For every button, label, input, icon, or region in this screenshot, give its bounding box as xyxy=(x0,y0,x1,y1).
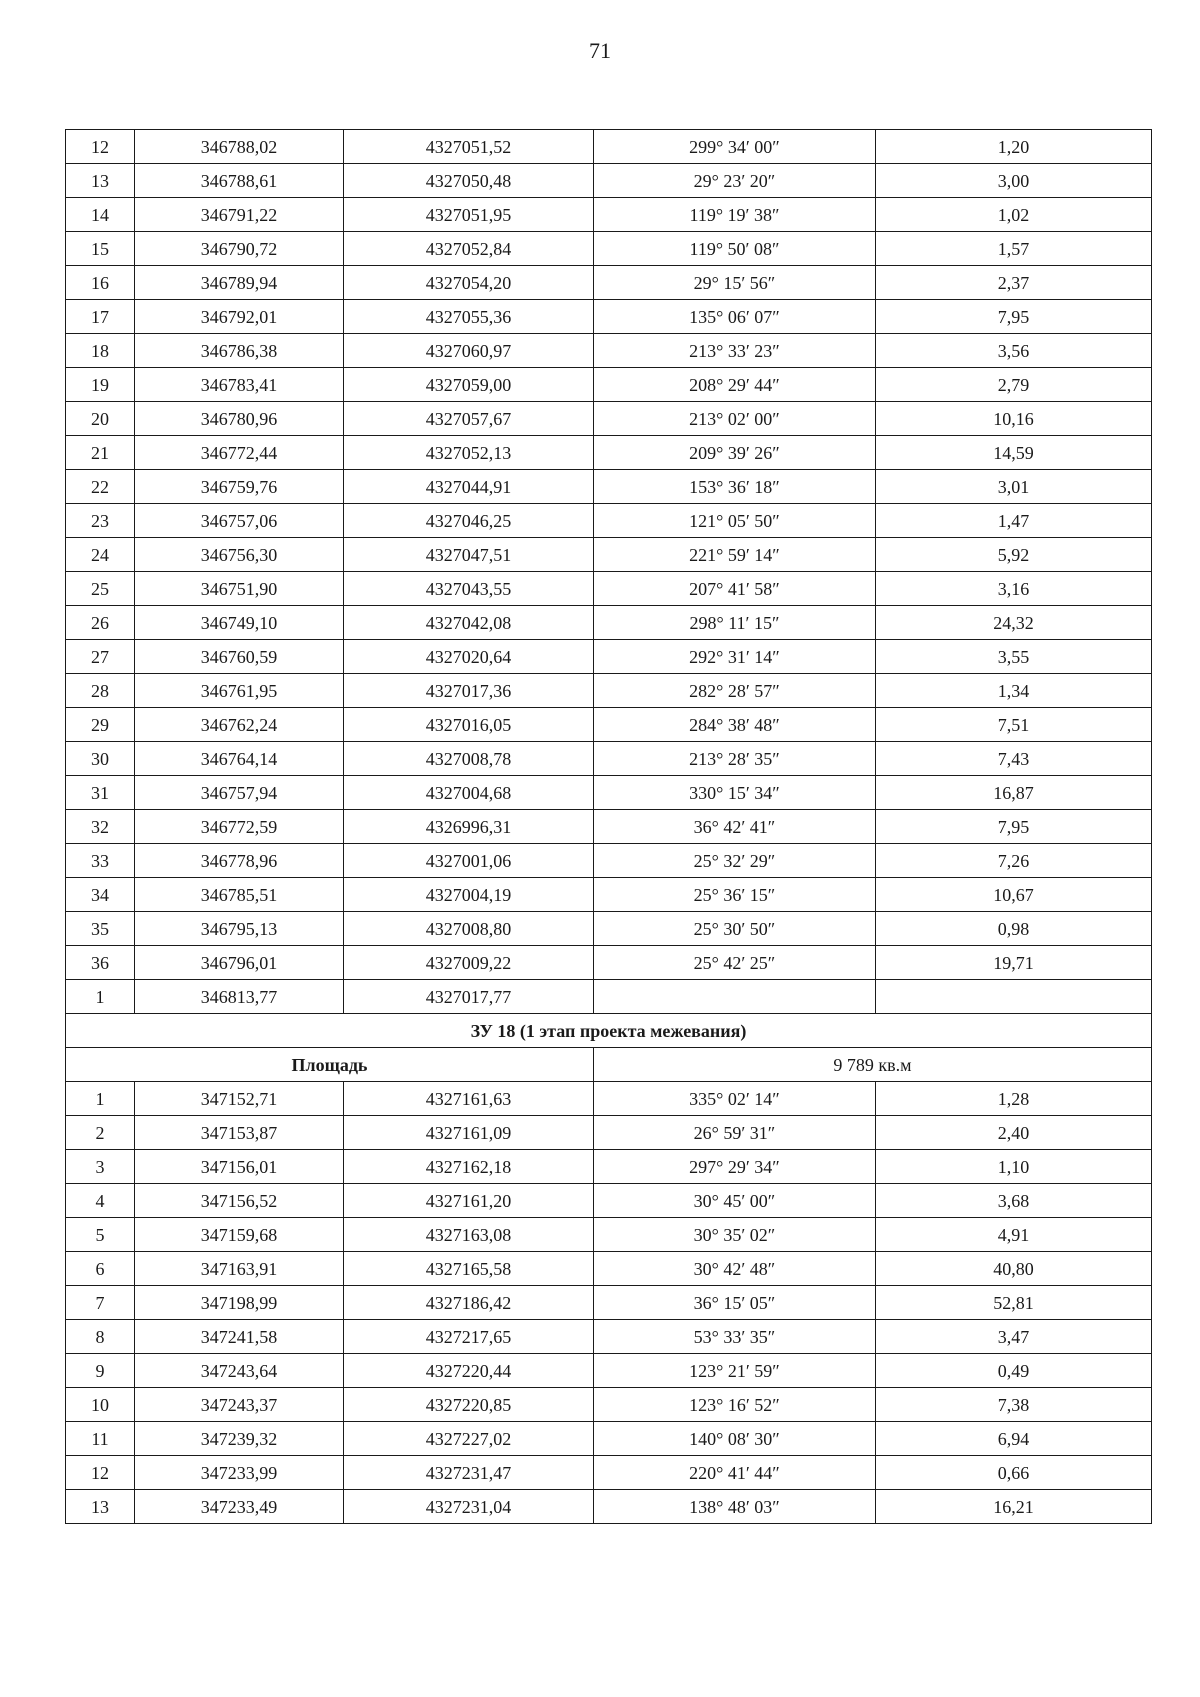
table-row xyxy=(66,810,1152,844)
distance-cell: 7,38 xyxy=(876,1388,1152,1422)
table-row xyxy=(66,266,1152,300)
direction-angle-cell xyxy=(594,980,876,1014)
table-row xyxy=(66,1150,1152,1184)
table-row xyxy=(66,300,1152,334)
y-coordinate-cell: 4327004,19 xyxy=(344,878,594,912)
x-coordinate-cell: 346757,94 xyxy=(135,776,344,810)
x-coordinate-cell: 346772,59 xyxy=(135,810,344,844)
point-number-cell: 26 xyxy=(66,606,135,640)
y-coordinate-cell: 4327060,97 xyxy=(344,334,594,368)
x-coordinate-cell: 346791,22 xyxy=(135,198,344,232)
area-row xyxy=(66,1048,1152,1082)
x-coordinate-cell: 347233,99 xyxy=(135,1456,344,1490)
direction-angle-cell: 123° 16′ 52″ xyxy=(594,1388,876,1422)
table-row xyxy=(66,912,1152,946)
table-row xyxy=(66,980,1152,1014)
table-row xyxy=(66,368,1152,402)
direction-angle-cell: 140° 08′ 30″ xyxy=(594,1422,876,1456)
distance-cell: 3,00 xyxy=(876,164,1152,198)
y-coordinate-cell: 4327186,42 xyxy=(344,1286,594,1320)
point-number-cell: 36 xyxy=(66,946,135,980)
direction-angle-cell: 36° 15′ 05″ xyxy=(594,1286,876,1320)
table-row xyxy=(66,844,1152,878)
point-number-cell: 3 xyxy=(66,1150,135,1184)
point-number-cell: 2 xyxy=(66,1116,135,1150)
y-coordinate-cell: 4327042,08 xyxy=(344,606,594,640)
distance-cell: 3,55 xyxy=(876,640,1152,674)
x-coordinate-cell: 346756,30 xyxy=(135,538,344,572)
y-coordinate-cell: 4326996,31 xyxy=(344,810,594,844)
point-number-cell: 15 xyxy=(66,232,135,266)
point-number-cell: 12 xyxy=(66,1456,135,1490)
x-coordinate-cell: 347241,58 xyxy=(135,1320,344,1354)
x-coordinate-cell: 347163,91 xyxy=(135,1252,344,1286)
table-row xyxy=(66,674,1152,708)
direction-angle-cell: 221° 59′ 14″ xyxy=(594,538,876,572)
x-coordinate-cell: 346772,44 xyxy=(135,436,344,470)
distance-cell: 1,20 xyxy=(876,130,1152,164)
point-number-cell: 20 xyxy=(66,402,135,436)
y-coordinate-cell: 4327020,64 xyxy=(344,640,594,674)
direction-angle-cell: 25° 30′ 50″ xyxy=(594,912,876,946)
table-row xyxy=(66,436,1152,470)
table-row xyxy=(66,1218,1152,1252)
direction-angle-cell: 138° 48′ 03″ xyxy=(594,1490,876,1524)
distance-cell: 1,57 xyxy=(876,232,1152,266)
direction-angle-cell: 36° 42′ 41″ xyxy=(594,810,876,844)
y-coordinate-cell: 4327054,20 xyxy=(344,266,594,300)
x-coordinate-cell: 346788,61 xyxy=(135,164,344,198)
x-coordinate-cell: 347243,37 xyxy=(135,1388,344,1422)
table-row xyxy=(66,1320,1152,1354)
point-number-cell: 18 xyxy=(66,334,135,368)
direction-angle-cell: 209° 39′ 26″ xyxy=(594,436,876,470)
table-row xyxy=(66,878,1152,912)
y-coordinate-cell: 4327217,65 xyxy=(344,1320,594,1354)
table-row xyxy=(66,606,1152,640)
table-row xyxy=(66,1490,1152,1524)
y-coordinate-cell: 4327051,95 xyxy=(344,198,594,232)
x-coordinate-cell: 346813,77 xyxy=(135,980,344,1014)
x-coordinate-cell: 346751,90 xyxy=(135,572,344,606)
point-number-cell: 16 xyxy=(66,266,135,300)
x-coordinate-cell: 346764,14 xyxy=(135,742,344,776)
point-number-cell: 17 xyxy=(66,300,135,334)
distance-cell: 1,34 xyxy=(876,674,1152,708)
distance-cell: 7,95 xyxy=(876,300,1152,334)
table-row xyxy=(66,572,1152,606)
distance-cell: 7,26 xyxy=(876,844,1152,878)
y-coordinate-cell: 4327051,52 xyxy=(344,130,594,164)
y-coordinate-cell: 4327163,08 xyxy=(344,1218,594,1252)
y-coordinate-cell: 4327044,91 xyxy=(344,470,594,504)
y-coordinate-cell: 4327016,05 xyxy=(344,708,594,742)
direction-angle-cell: 207° 41′ 58″ xyxy=(594,572,876,606)
x-coordinate-cell: 346790,72 xyxy=(135,232,344,266)
distance-cell: 0,66 xyxy=(876,1456,1152,1490)
table-row xyxy=(66,164,1152,198)
direction-angle-cell: 123° 21′ 59″ xyxy=(594,1354,876,1388)
distance-cell: 2,37 xyxy=(876,266,1152,300)
direction-angle-cell: 30° 42′ 48″ xyxy=(594,1252,876,1286)
direction-angle-cell: 29° 23′ 20″ xyxy=(594,164,876,198)
table-row xyxy=(66,708,1152,742)
distance-cell: 6,94 xyxy=(876,1422,1152,1456)
table-row xyxy=(66,334,1152,368)
point-number-cell: 11 xyxy=(66,1422,135,1456)
point-number-cell: 10 xyxy=(66,1388,135,1422)
y-coordinate-cell: 4327047,51 xyxy=(344,538,594,572)
section-header xyxy=(66,1014,1152,1082)
table-row xyxy=(66,1286,1152,1320)
distance-cell: 52,81 xyxy=(876,1286,1152,1320)
point-number-cell: 5 xyxy=(66,1218,135,1252)
direction-angle-cell: 25° 32′ 29″ xyxy=(594,844,876,878)
x-coordinate-cell: 346788,02 xyxy=(135,130,344,164)
y-coordinate-cell: 4327052,13 xyxy=(344,436,594,470)
distance-cell: 16,87 xyxy=(876,776,1152,810)
point-number-cell: 28 xyxy=(66,674,135,708)
point-number-cell: 34 xyxy=(66,878,135,912)
table-row xyxy=(66,1252,1152,1286)
distance-cell: 14,59 xyxy=(876,436,1152,470)
x-coordinate-cell: 347156,52 xyxy=(135,1184,344,1218)
y-coordinate-cell: 4327057,67 xyxy=(344,402,594,436)
point-number-cell: 9 xyxy=(66,1354,135,1388)
direction-angle-cell: 213° 33′ 23″ xyxy=(594,334,876,368)
distance-cell: 24,32 xyxy=(876,606,1152,640)
direction-angle-cell: 213° 28′ 35″ xyxy=(594,742,876,776)
point-number-cell: 35 xyxy=(66,912,135,946)
y-coordinate-cell: 4327220,85 xyxy=(344,1388,594,1422)
direction-angle-cell: 121° 05′ 50″ xyxy=(594,504,876,538)
table-row xyxy=(66,1082,1152,1116)
page-number: 71 xyxy=(589,38,611,63)
distance-cell: 10,67 xyxy=(876,878,1152,912)
direction-angle-cell: 284° 38′ 48″ xyxy=(594,708,876,742)
x-coordinate-cell: 346762,24 xyxy=(135,708,344,742)
point-number-cell: 25 xyxy=(66,572,135,606)
direction-angle-cell: 330° 15′ 34″ xyxy=(594,776,876,810)
direction-angle-cell: 135° 06′ 07″ xyxy=(594,300,876,334)
point-number-cell: 31 xyxy=(66,776,135,810)
distance-cell: 3,56 xyxy=(876,334,1152,368)
x-coordinate-cell: 347243,64 xyxy=(135,1354,344,1388)
point-number-cell: 29 xyxy=(66,708,135,742)
direction-angle-cell: 26° 59′ 31″ xyxy=(594,1116,876,1150)
distance-cell: 1,47 xyxy=(876,504,1152,538)
table-row xyxy=(66,1388,1152,1422)
distance-cell: 0,49 xyxy=(876,1354,1152,1388)
distance-cell: 10,16 xyxy=(876,402,1152,436)
table-row xyxy=(66,232,1152,266)
point-number-cell: 27 xyxy=(66,640,135,674)
coordinates-rows-ZU-18 xyxy=(66,1082,1152,1524)
direction-angle-cell: 299° 34′ 00″ xyxy=(594,130,876,164)
direction-angle-cell: 30° 45′ 00″ xyxy=(594,1184,876,1218)
x-coordinate-cell: 346778,96 xyxy=(135,844,344,878)
y-coordinate-cell: 4327161,63 xyxy=(344,1082,594,1116)
x-coordinate-cell: 346796,01 xyxy=(135,946,344,980)
point-number-cell: 13 xyxy=(66,1490,135,1524)
direction-angle-cell: 292° 31′ 14″ xyxy=(594,640,876,674)
direction-angle-cell: 30° 35′ 02″ xyxy=(594,1218,876,1252)
table-row xyxy=(66,470,1152,504)
area-value: 9 789 кв.м xyxy=(594,1048,1152,1082)
x-coordinate-cell: 346785,51 xyxy=(135,878,344,912)
table-row xyxy=(66,1354,1152,1388)
point-number-cell: 30 xyxy=(66,742,135,776)
y-coordinate-cell: 4327220,44 xyxy=(344,1354,594,1388)
table-row xyxy=(66,1116,1152,1150)
x-coordinate-cell: 346757,06 xyxy=(135,504,344,538)
y-coordinate-cell: 4327231,04 xyxy=(344,1490,594,1524)
distance-cell: 2,40 xyxy=(876,1116,1152,1150)
y-coordinate-cell: 4327162,18 xyxy=(344,1150,594,1184)
distance-cell: 0,98 xyxy=(876,912,1152,946)
direction-angle-cell: 297° 29′ 34″ xyxy=(594,1150,876,1184)
direction-angle-cell: 220° 41′ 44″ xyxy=(594,1456,876,1490)
coordinates-rows-ZU-previous xyxy=(66,130,1152,1014)
table-row xyxy=(66,402,1152,436)
x-coordinate-cell: 347198,99 xyxy=(135,1286,344,1320)
x-coordinate-cell: 346783,41 xyxy=(135,368,344,402)
direction-angle-cell: 213° 02′ 00″ xyxy=(594,402,876,436)
x-coordinate-cell: 346792,01 xyxy=(135,300,344,334)
distance-cell: 7,95 xyxy=(876,810,1152,844)
table-row xyxy=(66,130,1152,164)
x-coordinate-cell: 346795,13 xyxy=(135,912,344,946)
y-coordinate-cell: 4327161,09 xyxy=(344,1116,594,1150)
y-coordinate-cell: 4327227,02 xyxy=(344,1422,594,1456)
direction-angle-cell: 119° 50′ 08″ xyxy=(594,232,876,266)
table-row xyxy=(66,1456,1152,1490)
point-number-cell: 12 xyxy=(66,130,135,164)
point-number-cell: 6 xyxy=(66,1252,135,1286)
y-coordinate-cell: 4327001,06 xyxy=(344,844,594,878)
y-coordinate-cell: 4327052,84 xyxy=(344,232,594,266)
direction-angle-cell: 282° 28′ 57″ xyxy=(594,674,876,708)
point-number-cell: 1 xyxy=(66,980,135,1014)
y-coordinate-cell: 4327043,55 xyxy=(344,572,594,606)
point-number-cell: 24 xyxy=(66,538,135,572)
y-coordinate-cell: 4327165,58 xyxy=(344,1252,594,1286)
coordinates-table xyxy=(65,129,1152,1524)
section-title: ЗУ 18 (1 этап проекта межевания) xyxy=(66,1014,1152,1048)
distance-cell: 19,71 xyxy=(876,946,1152,980)
y-coordinate-cell: 4327004,68 xyxy=(344,776,594,810)
x-coordinate-cell: 347153,87 xyxy=(135,1116,344,1150)
distance-cell xyxy=(876,980,1152,1014)
table-row xyxy=(66,198,1152,232)
table-row xyxy=(66,504,1152,538)
table-row xyxy=(66,946,1152,980)
point-number-cell: 7 xyxy=(66,1286,135,1320)
table-row xyxy=(66,742,1152,776)
x-coordinate-cell: 347233,49 xyxy=(135,1490,344,1524)
distance-cell: 3,47 xyxy=(876,1320,1152,1354)
direction-angle-cell: 25° 36′ 15″ xyxy=(594,878,876,912)
distance-cell: 3,01 xyxy=(876,470,1152,504)
table-row xyxy=(66,640,1152,674)
distance-cell: 16,21 xyxy=(876,1490,1152,1524)
distance-cell: 3,16 xyxy=(876,572,1152,606)
distance-cell: 1,10 xyxy=(876,1150,1152,1184)
x-coordinate-cell: 347156,01 xyxy=(135,1150,344,1184)
point-number-cell: 32 xyxy=(66,810,135,844)
table-row xyxy=(66,1422,1152,1456)
area-label: Площадь xyxy=(66,1048,594,1082)
x-coordinate-cell: 346760,59 xyxy=(135,640,344,674)
distance-cell: 40,80 xyxy=(876,1252,1152,1286)
direction-angle-cell: 153° 36′ 18″ xyxy=(594,470,876,504)
direction-angle-cell: 335° 02′ 14″ xyxy=(594,1082,876,1116)
x-coordinate-cell: 346761,95 xyxy=(135,674,344,708)
y-coordinate-cell: 4327059,00 xyxy=(344,368,594,402)
x-coordinate-cell: 346786,38 xyxy=(135,334,344,368)
distance-cell: 1,28 xyxy=(876,1082,1152,1116)
y-coordinate-cell: 4327161,20 xyxy=(344,1184,594,1218)
table-row xyxy=(66,776,1152,810)
direction-angle-cell: 298° 11′ 15″ xyxy=(594,606,876,640)
direction-angle-cell: 53° 33′ 35″ xyxy=(594,1320,876,1354)
y-coordinate-cell: 4327017,77 xyxy=(344,980,594,1014)
distance-cell: 5,92 xyxy=(876,538,1152,572)
y-coordinate-cell: 4327017,36 xyxy=(344,674,594,708)
point-number-cell: 22 xyxy=(66,470,135,504)
y-coordinate-cell: 4327009,22 xyxy=(344,946,594,980)
point-number-cell: 14 xyxy=(66,198,135,232)
y-coordinate-cell: 4327231,47 xyxy=(344,1456,594,1490)
x-coordinate-cell: 346759,76 xyxy=(135,470,344,504)
point-number-cell: 4 xyxy=(66,1184,135,1218)
table-row xyxy=(66,538,1152,572)
distance-cell: 7,43 xyxy=(876,742,1152,776)
x-coordinate-cell: 347239,32 xyxy=(135,1422,344,1456)
x-coordinate-cell: 347152,71 xyxy=(135,1082,344,1116)
point-number-cell: 8 xyxy=(66,1320,135,1354)
section-title-row xyxy=(66,1014,1152,1048)
x-coordinate-cell: 347159,68 xyxy=(135,1218,344,1252)
distance-cell: 7,51 xyxy=(876,708,1152,742)
y-coordinate-cell: 4327055,36 xyxy=(344,300,594,334)
x-coordinate-cell: 346780,96 xyxy=(135,402,344,436)
point-number-cell: 23 xyxy=(66,504,135,538)
distance-cell: 3,68 xyxy=(876,1184,1152,1218)
direction-angle-cell: 25° 42′ 25″ xyxy=(594,946,876,980)
distance-cell: 2,79 xyxy=(876,368,1152,402)
distance-cell: 4,91 xyxy=(876,1218,1152,1252)
direction-angle-cell: 119° 19′ 38″ xyxy=(594,198,876,232)
y-coordinate-cell: 4327008,78 xyxy=(344,742,594,776)
y-coordinate-cell: 4327050,48 xyxy=(344,164,594,198)
x-coordinate-cell: 346749,10 xyxy=(135,606,344,640)
point-number-cell: 33 xyxy=(66,844,135,878)
point-number-cell: 19 xyxy=(66,368,135,402)
point-number-cell: 21 xyxy=(66,436,135,470)
y-coordinate-cell: 4327046,25 xyxy=(344,504,594,538)
x-coordinate-cell: 346789,94 xyxy=(135,266,344,300)
distance-cell: 1,02 xyxy=(876,198,1152,232)
point-number-cell: 13 xyxy=(66,164,135,198)
direction-angle-cell: 208° 29′ 44″ xyxy=(594,368,876,402)
point-number-cell: 1 xyxy=(66,1082,135,1116)
y-coordinate-cell: 4327008,80 xyxy=(344,912,594,946)
table-row xyxy=(66,1184,1152,1218)
direction-angle-cell: 29° 15′ 56″ xyxy=(594,266,876,300)
